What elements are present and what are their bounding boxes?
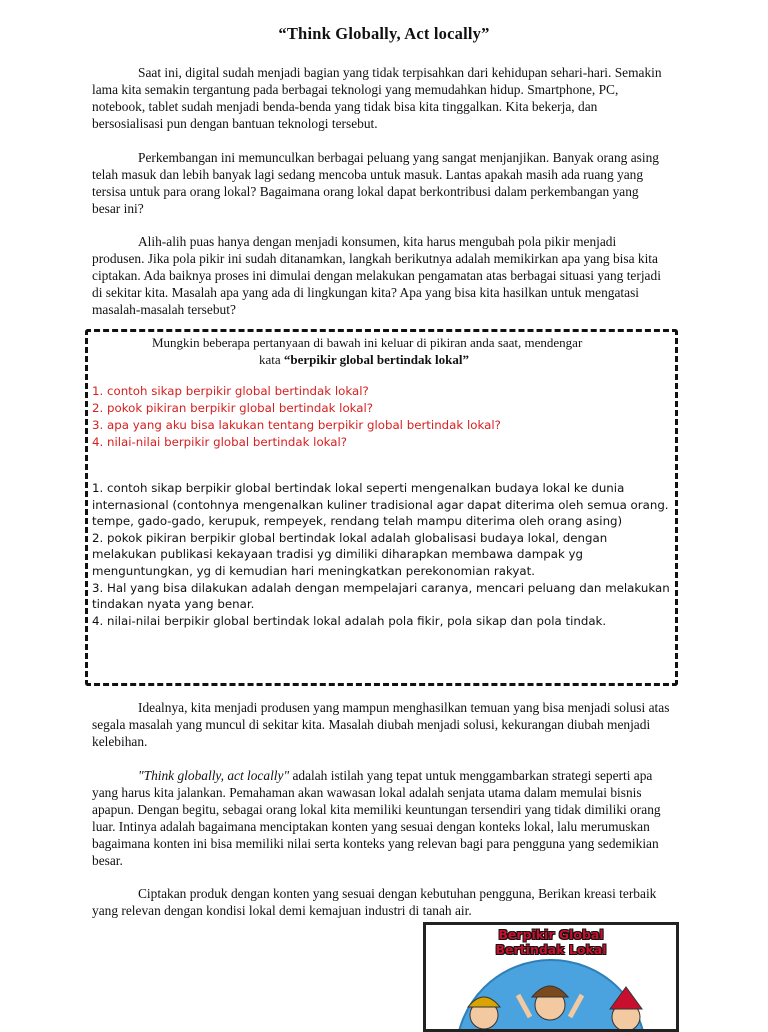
- question-item: 2. pokok pikiran berpikir global bertindak lokal?: [92, 401, 374, 415]
- answer-item: 1. contoh sikap berpikir global bertindak lokal seperti mengenalkan budaya lokal ke dunia internasional (contohnya mengenalkan kuliner tradisional agar dapat diterima oleh semua orang. tempe, gado-gado, kerupuk, rempeyek, rendang telah mampu diterima oleh orang asing): [92, 481, 669, 529]
- answer-list: [92, 480, 670, 629]
- paragraph-strategy: [92, 767, 670, 869]
- box-intro-keyword: “berpikir global bertindak lokal”: [283, 352, 469, 367]
- question-item: 3. apa yang aku bisa lakukan tentang berpikir global bertindak lokal?: [92, 418, 501, 432]
- paragraph-opportunity: Perkembangan ini memunculkan berbagai peluang yang sangat menjanjikan. Banyak orang asing telah masuk dan lebih banyak lagi sedang mencoba untuk masuk. Lantas apakah masih ada ruang yang tersisa untuk para orang lokal? Bagaimana orang lokal dapat berkontribusi dalam perkembangan yang besar ini?: [92, 150, 659, 216]
- question-item: 4. nilai-nilai berpikir global bertindak lokal?: [92, 435, 348, 449]
- document-title: “Think Globally, Act locally”: [278, 24, 490, 43]
- poster-title-line2: Bertindak Lokal: [495, 942, 607, 957]
- paragraph-closing: Ciptakan produk dengan konten yang sesuai dengan kebutuhan pengguna, Berikan kreasi terbaik yang relevan dengan kondisi lokal demi kemajuan industri di tanah air.: [92, 886, 657, 918]
- answer-item: 2. pokok pikiran berpikir global bertindak lokal adalah globalisasi budaya lokal, dengan melakukan publikasi kekayaan tradisi yg dimiliki diharapkan membawa dampak yg menguntungkan, yg di kemudian hari meningkatkan perekonomian rakyat.: [92, 530, 608, 578]
- paragraph-intro: Saat ini, digital sudah menjadi bagian yang tidak terpisahkan dari kehidupan sehari-hari. Semakin lama kita semakin tergantung pada berbagai teknologi yang memudahkan hidup. Smartphone, PC, notebook, tablet sudah menjadi benda-benda yang tidak bisa kita tinggalkan. Kita bekerja, dan bersosialisasi pun dengan bantuan teknologi tersebut.: [92, 65, 662, 131]
- box-intro-line1: Mungkin beberapa pertanyaan di bawah ini keluar di pikiran anda saat, mendengar: [152, 335, 583, 350]
- box-intro-kata: kata: [259, 352, 284, 367]
- answer-item: 4. nilai-nilai berpikir global bertindak lokal adalah pola fikir, pola sikap dan pola tindak.: [92, 613, 607, 628]
- poster-image: [423, 922, 679, 1032]
- box-intro-text: [150, 334, 670, 368]
- strategy-body: adalah istilah yang tepat untuk menggambarkan strategi seperti apa yang harus kita jalankan. Pemahaman akan wawasan lokal adalah senjata utama dalam memulai bisnis apapun. Dengan begitu, sebagai orang lokal kita memiliki keuntungan tersendiri yang tidak dimiliki orang luar. Intinya adalah bagaimana menciptakan konten yang sesuai dengan konteks lokal, lalu merumuskan bagaimana konten ini bisa memiliki nilai serta konteks yang relevan bagi para pengguna yang sedemikian besar.: [92, 768, 661, 868]
- cartoon-figure-left: [468, 997, 500, 1029]
- answer-item: 3. Hal yang bisa dilakukan adalah dengan mempelajari caranya, mencari peluang dan melakukan tindakan nyata yang benar.: [92, 580, 670, 612]
- question-list: [92, 383, 672, 451]
- poster-title-line1: Berpikir Global: [498, 927, 604, 942]
- poster-title: [426, 927, 676, 957]
- strategy-phrase: "Think globally, act locally": [138, 768, 290, 783]
- paragraph-mindset: Alih-alih puas hanya dengan menjadi konsumen, kita harus mengubah pola pikir menjadi produsen. Jika pola pikir ini sudah ditanamkan, langkah berikutnya adalah memikirkan apa yang bisa kita ciptakan. Ada baiknya proses ini dimulai dengan melakukan pengamatan atas berbagai situasi yang terjadi di sekitar kita. Masalah apa yang ada di lingkungan kita? Apa yang bisa kita hasilkan untuk mengatasi masalah-masalah tersebut?: [92, 234, 661, 317]
- question-item: 1. contoh sikap berpikir global bertindak lokal?: [92, 384, 369, 398]
- paragraph-ideal: Idealnya, kita menjadi produsen yang mampun menghasilkan temuan yang bisa menjadi solusi atas segala masalah yang muncul di sekitar kita. Masalah diubah menjadi solusi, kekurangan diubah menjadi kelebihan.: [92, 700, 670, 749]
